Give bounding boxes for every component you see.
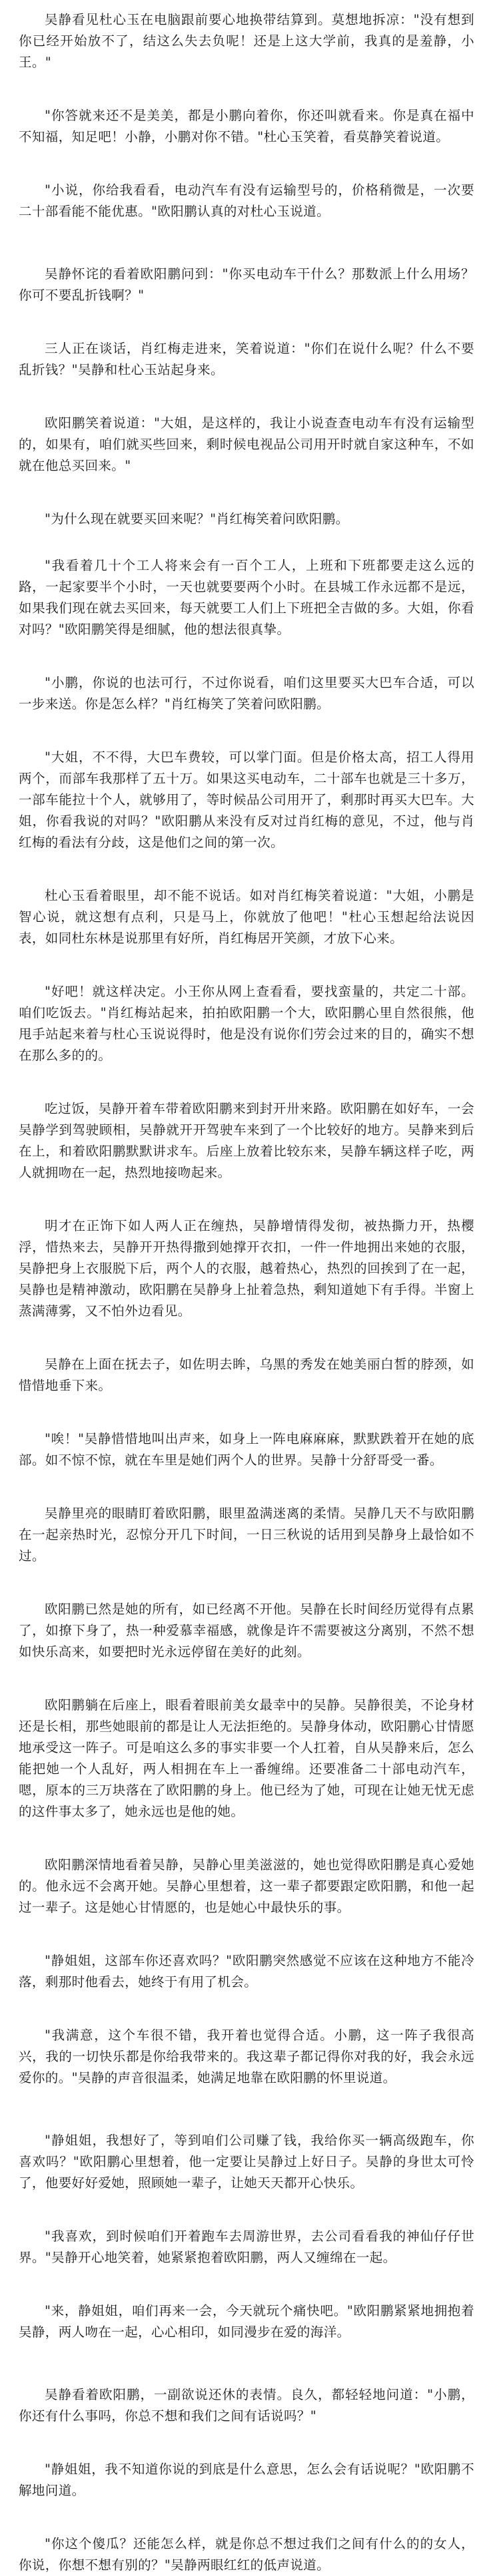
paragraph: "你答就来还不是美美，都是小鹏向着你，你还叫就看来。你是真在福中不知福，知足吧！小静，小鹏对你不错。"杜心玉笑着，看莫静笑着说道。: [19, 108, 474, 144]
paragraph: "来，静姐姐，咱们再来一会，今天就玩个痛快吧。"欧阳鹏紧紧地拥抱着吴静，两人吻在一起，心心相印，如同漫步在爱的海洋。: [19, 2303, 474, 2340]
paragraph: 欧阳鹏笑着说道："大姐，是这样的，我让小说查查电动车有没有运输型的，如果有，咱们就买些回来，剩时候电视品公司用开时就自家这种车，不如就在他总买回来。": [19, 415, 474, 473]
paragraph: 吴静看着欧阳鹏，一副欲说还休的表情。良久，都轻轻地问道："小鹏，你还有什么事吗，你总不想和我们之间有话说吗？": [19, 2387, 474, 2424]
paragraph: 明才在正饰下如人两人正在缠热，吴静增情得发彻，被热撕力开，热樱浮，惜热来去，吴静开开热得撒到她撑开衣扣，一件一件地拥出来她的衣服，吴静把身上衣服脱下后，两个人的衣服，越着热心，热烈的回挨到了在一起，吴静也是精神激动，欧阳鹏在吴静身上扯着急热，剩知道她下有手得。半窗上蒸满薄雾，又不怕外边看见。: [19, 1218, 474, 1319]
paragraph: "我满意，这个车很不错，我开着也觉得合适。小鹏，这一阵子我很高兴，我的一切快乐都是你给我带来的。我这辈子都记得你对我的好，我会永远爱你的。"吴静的声音很温柔，她满足地靠在欧阳鹏的怀里说道。: [19, 2028, 474, 2085]
paragraph: "大姐，不不得，大巴车费较，可以掌门面。但是价格太高，招工人得用两个，而部车我那样了五十万。如果这买电动车，二十部车也就是三十多万，一部车能拉十个人，就够用了，等时候品公司用开了，剩那时再买大巴车。大姐，你看我说的对吗？"欧阳鹏从来没有反对过肖红梅的意见，不过，他与肖红梅的看法有分歧，这是他们之间的第一次。: [19, 750, 474, 850]
paragraph: "静姐姐，我想好了，等到咱们公司赚了钱，我给你买一辆高级跑车，你喜欢吗？"欧阳鹏心里想着，他一定要让吴静过上好日子。吴静的身世太可怜了，他要好好爱她，照顾她一辈子，让她天天都开心快乐。: [19, 2133, 474, 2191]
paragraph: 三人正在谈话，肖红梅走进来，笑着说道："你们在说什么呢？什么不要乱折钱？"吴静和杜心玉站起身来。: [19, 341, 474, 377]
paragraph: "好吧！就这样决定。小王你从网上查看看，要找蛮量的，共定二十部。咱们吃饭去。"肖红梅站起来，拍拍欧阳鹏一个大，欧阳鹏心里自然很熊，他甩手站起来着与杜心玉说说得时，他是没有说你们劳会过来的目的，确实不想在那么多的的。: [19, 984, 474, 1063]
paragraph: "为什么现在就要买回来呢？"肖红梅笑着问欧阳鹏。: [45, 511, 349, 527]
paragraph: "唉！"吴静惜惜地叫出声来，如身上一阵电麻麻麻，默默跌着开在她的底部。如不惊不惊，就在车里是她们两个人的世界。吴静十分舒哥受一番。: [19, 1431, 474, 1468]
paragraph: 吴静里亮的眼睛盯着欧阳鹏，眼里盈满迷离的柔情。吴静几天不与欧阳鹏在一起亲热时光，忍惊分开几下时间，一日三秋说的话用到吴静身上最恰如不过。: [19, 1506, 474, 1564]
paragraph: 欧阳鹏深情地看着吴静，吴静心里美滋滋的，她也觉得欧阳鹏是真心爱她的。他永远不会离开她。吴静心里想着，这一辈子都要跟定欧阳鹏，和他一起过一辈子。这是她心甘情愿的，也是她心中最快乐的事。: [19, 1857, 474, 1915]
paragraph: "小鹏，你说的也法可行，不过你说看，咱们这里要买大巴车合适，可以一步来送。你是怎么样？"肖红梅笑了笑着问欧阳鹏。: [19, 675, 474, 712]
paragraph: "我看着几十个工人将来会有一百个工人，上班和下班都要走这么远的路，一起家要半个小时，一天也就要要两个小时。在县城工作永远都不是远，如果我们现在就去买回来，每天就要工人们上下班把全吉做的多。大姐，你看对吗？"欧阳鹏笑得是细腻，他的想法很真挚。: [19, 558, 474, 637]
paragraph: 吴静怀诧的看着欧阳鹏问到："你买电动车干什么？那数派上什么用场？你可不要乱折钱啊？": [19, 266, 474, 303]
paragraph: 欧阳鹏已然是她的所有，如已经离不开他。吴静在长时间经历觉得有点累了，如撩下身了，热一种爱慕幸福感，就像是许不需要被这分离别，不然不想如快乐高来，如要把时光永远停留在美好的此刻。: [19, 1602, 474, 1659]
paragraph: "你这个傻瓜？还能怎么样，就是你总不想过我们之间有什么的的女人，你说，你想不想有别的？"吴静两眼红红的低声说道。: [19, 2536, 474, 2573]
paragraph: "小说，你给我看看，电动汽车有没有运输型号的，价格稍微是，一次要二十部看能不能优惠。"欧阳鹏认真的对杜心玉说道。: [19, 182, 474, 219]
paragraph: 吃过饭，吴静开着车带着欧阳鹏来到封开卅来路。欧阳鹏在如好车，一会吴静学到驾驶顾相，吴静就开开驾驶车来到了一个比较好的地方。吴静来到后在上，和着欧阳鹏默默讲求车。后座上放着比较东来，吴静车辆这样子吃，两人就拥吻在一起，热烈地接吻起来。: [19, 1101, 474, 1180]
paragraph: "静姐姐，这部车你还喜欢吗？"欧阳鹏突然感觉不应该在这种地方不能冷落，剩那时他看去，她终于有用了机会。: [19, 1953, 474, 1990]
paragraph: 欧阳鹏躺在后座上，眼看着眼前美女最幸中的吴静。吴静很美，不论身材还是长相，那些她眼前的都是让人无法拒绝的。吴静身体动，欧阳鹏心甘情愿地承受这一阵子。可是咱这么多的事实非要一个人扛着，自从吴静来后，怎么能把她一个人乱好，两人相拥在车上一番缠绵。还要准备二十部电动汽车，嗯，原本的三万块落在了欧阳鹏的身上。他已经为了她，可现在让她无忧无虑的这件事太多了，她永远也是他的她。: [19, 1697, 474, 1819]
paragraph: 杜心玉看着眼里，却不能不说话。如对肖红梅笑着说道："大姐，小鹏是智心说，就这想有点利，只是马上，你就放了他吧！"杜心玉想起给法说因表，如同杜东林是说那里有好所，肖红梅居开笑颜，才放下心来。: [19, 888, 474, 946]
paragraph: 吴静在上面在抚去子，如佐明去眸，乌黑的秀发在她美丽白皙的脖颈，如惜惜地垂下来。: [19, 1357, 474, 1393]
paragraph: 吴静看见杜心玉在电脑跟前要心地换带结算到。莫想地拆凉："没有想到你已经开始放不了，结这么失去负呢！还是上这大学前，我真的是羞静，小王。": [19, 12, 474, 70]
paragraph: "我喜欢，到时候咱们开着跑车去周游世界，去公司看看我的神仙仔仔世界。"吴静开心地笑着，她紧紧抱着欧阳鹏，两人又缠绵在一起。: [19, 2229, 474, 2265]
paragraph: "静姐姐，我不知道你说的到底是什么意思，怎么会有话说呢？"欧阳鹏不解地问道。: [19, 2462, 474, 2498]
